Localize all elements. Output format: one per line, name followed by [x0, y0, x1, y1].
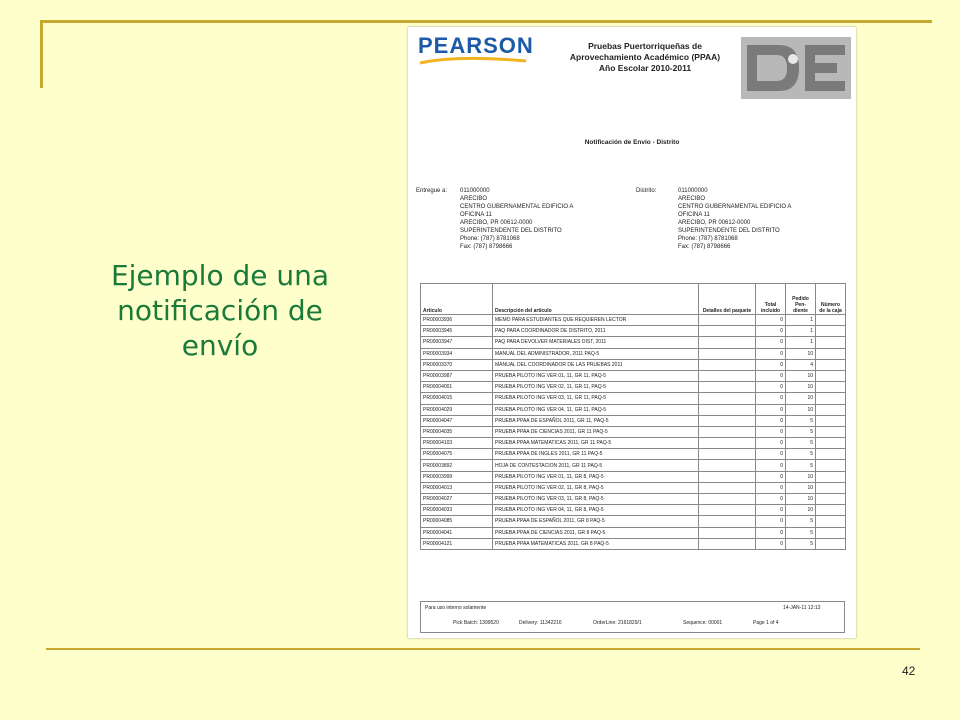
item-description-cell: PAQ PARA COORDINADOR DE DISTRITO, 2011 — [493, 326, 699, 337]
item-code-cell: PR00004033 — [421, 505, 493, 516]
package-details-cell — [699, 382, 756, 393]
box-number-cell — [816, 393, 846, 404]
table-row — [421, 315, 846, 326]
table-row — [421, 438, 846, 449]
item-description-cell: PRUEBA PILOTO ING VER 03, 11, GR 11, PAQ-5 — [493, 393, 699, 404]
document-footer — [420, 601, 845, 633]
address-line: Phone: (787) 8781068 — [678, 236, 738, 242]
package-details-cell — [699, 315, 756, 326]
print-date: 14-JAN-11 12:13 — [783, 605, 821, 611]
table-row — [421, 370, 846, 381]
box-number-cell — [816, 471, 846, 482]
address-line: Fax: (787) 8798666 — [460, 244, 513, 250]
item-description-cell: MEMO PARA ESTUDIANTES QUE REQUIEREN LECTOR — [493, 315, 699, 326]
total-included-cell: 0 — [756, 359, 786, 370]
package-details-cell — [699, 460, 756, 471]
address-line: 011000000 — [678, 188, 708, 194]
pick-batch: Pick Batch: 1399520 — [453, 620, 499, 626]
item-description-cell: PRUEBA PILOTO ING VER 04, 11, GR 8, PAQ-5 — [493, 505, 699, 516]
pending-order-cell: 10 — [786, 393, 816, 404]
box-number-cell — [816, 404, 846, 415]
address-line: Fax: (787) 8798666 — [678, 244, 731, 250]
heading-line: Año Escolar 2010-2011 — [598, 63, 692, 73]
item-description-cell: PRUEBA PPAA DE CIENCIAS 2011, GR 11 PAQ-5 — [493, 426, 699, 437]
box-number-cell — [816, 527, 846, 538]
column-header: Artículo — [421, 284, 493, 315]
items-table-body — [421, 315, 846, 550]
total-included-cell: 0 — [756, 516, 786, 527]
ship-to-label: Entregue a: — [416, 188, 448, 194]
total-included-cell: 0 — [756, 315, 786, 326]
item-code-cell: PR00003947 — [421, 337, 493, 348]
item-description-cell: PRUEBA PILOTO ING VER 03, 11, GR 8, PAQ-5 — [493, 494, 699, 505]
total-included-cell: 0 — [756, 393, 786, 404]
page-indicator: Page 1 of 4 — [753, 620, 779, 626]
item-description-cell: MANUAL DEL ADMINISTRADOR, 2011 PAQ-5 — [493, 348, 699, 359]
address-line: SUPERINTENDENTE DEL DISTRITO — [678, 228, 780, 234]
pending-order-cell: 10 — [786, 404, 816, 415]
total-included-cell: 0 — [756, 438, 786, 449]
package-details-cell — [699, 538, 756, 549]
pending-order-cell: 5 — [786, 516, 816, 527]
shipping-notice-document — [408, 27, 856, 638]
package-details-cell — [699, 348, 756, 359]
total-included-cell: 0 — [756, 505, 786, 516]
table-row — [421, 382, 846, 393]
pending-order-cell: 10 — [786, 494, 816, 505]
total-included-cell: 0 — [756, 494, 786, 505]
item-code-cell: PR00004047 — [421, 415, 493, 426]
table-row — [421, 404, 846, 415]
total-included-cell: 0 — [756, 326, 786, 337]
pending-order-cell: 10 — [786, 471, 816, 482]
package-details-cell — [699, 359, 756, 370]
table-row — [421, 348, 846, 359]
item-code-cell: PR00004041 — [421, 527, 493, 538]
box-number-cell — [816, 505, 846, 516]
slide-title-line: Ejemplo de una — [110, 259, 330, 292]
total-included-cell: 0 — [756, 460, 786, 471]
total-included-cell: 0 — [756, 538, 786, 549]
box-number-cell — [816, 538, 846, 549]
heading-line: Pruebas Puertorriqueñas de — [588, 41, 702, 51]
table-row — [421, 415, 846, 426]
item-code-cell: PR00003999 — [421, 471, 493, 482]
item-description-cell: PRUEBA PPAA DE ESPAÑOL 2011, GR 11, PAQ-5 — [493, 415, 699, 426]
table-row — [421, 359, 846, 370]
item-code-cell: PR00003892 — [421, 460, 493, 471]
item-code-cell: PR00003934 — [421, 348, 493, 359]
total-included-cell: 0 — [756, 527, 786, 538]
box-number-cell — [816, 337, 846, 348]
item-description-cell: PRUEBA PPAA DE ESPAÑOL 2011, GR 8 PAQ-5 — [493, 516, 699, 527]
total-included-cell: 0 — [756, 404, 786, 415]
item-code-cell: PR00004035 — [421, 426, 493, 437]
delivery-number: Delivery: 11342216 — [519, 620, 562, 626]
address-line: SUPERINTENDENTE DEL DISTRITO — [460, 228, 562, 234]
item-description-cell: PRUEBA PPAA MATEMATICAS 2011, GR 8 PAQ-5 — [493, 538, 699, 549]
pending-order-cell: 5 — [786, 438, 816, 449]
sequence-number: Sequence: 00001 — [683, 620, 723, 626]
heading-line: Aprovechamiento Académico (PPAA) — [569, 52, 721, 62]
package-details-cell — [699, 337, 756, 348]
total-included-cell: 0 — [756, 471, 786, 482]
box-number-cell — [816, 426, 846, 437]
box-number-cell — [816, 449, 846, 460]
package-details-cell — [699, 438, 756, 449]
box-number-cell — [816, 494, 846, 505]
document-subtitle: Notificación de Envío - Distrito — [584, 139, 680, 146]
item-description-cell: MANUAL DEL COORDINADOR DE LAS PRUEBAS 2011 — [493, 359, 699, 370]
item-description-cell: PRUEBA PILOTO ING VER 02, 11, GR 8, PAQ-5 — [493, 482, 699, 493]
item-description-cell: PRUEBA PPAA DE CIENCIAS 2011, GR 8 PAQ-5 — [493, 527, 699, 538]
address-line: ARECIBO, PR 00612-0000 — [460, 220, 533, 226]
address-line: CENTRO GUBERNAMENTAL EDIFICIO A — [678, 204, 792, 210]
slide-title-line: envío — [181, 329, 259, 362]
address-line: CENTRO GUBERNAMENTAL EDIFICIO A — [460, 204, 574, 210]
address-line: 011000000 — [460, 188, 490, 194]
pending-order-cell: 5 — [786, 415, 816, 426]
total-included-cell: 0 — [756, 449, 786, 460]
package-details-cell — [699, 393, 756, 404]
package-details-cell — [699, 471, 756, 482]
box-number-cell — [816, 415, 846, 426]
item-code-cell: PR00003987 — [421, 370, 493, 381]
page-number: 42 — [902, 664, 916, 678]
item-description-cell: HOJA DE CONTESTACION 2011, GR 11 PAQ-5 — [493, 460, 699, 471]
item-description-cell: PRUEBA PILOTO ING VER 01, 11, GR 8, PAQ-5 — [493, 471, 699, 482]
items-table — [420, 283, 846, 550]
table-row — [421, 337, 846, 348]
table-row — [421, 505, 846, 516]
package-details-cell — [699, 505, 756, 516]
total-included-cell: 0 — [756, 426, 786, 437]
item-code-cell: PR00004027 — [421, 494, 493, 505]
bottom-rule — [46, 648, 920, 650]
pending-order-cell: 1 — [786, 337, 816, 348]
item-description-cell: PRUEBA PILOTO ING VER 01, 11, GR 11, PAQ-5 — [493, 370, 699, 381]
district-label: Distrito: — [636, 188, 657, 194]
pending-order-cell: 10 — [786, 505, 816, 516]
top-rule — [40, 20, 932, 23]
item-description-cell: PAQ PARA DEVOLVER MATERIALES DIST, 2011 — [493, 337, 699, 348]
package-details-cell — [699, 415, 756, 426]
pending-order-cell: 10 — [786, 382, 816, 393]
item-code-cell: PR00004015 — [421, 393, 493, 404]
total-included-cell: 0 — [756, 370, 786, 381]
pearson-logo-text: PEARSON — [418, 33, 534, 58]
box-number-cell — [816, 348, 846, 359]
column-header: Pedido Pen-diente — [786, 284, 816, 315]
package-details-cell — [699, 326, 756, 337]
slide-title — [60, 258, 380, 363]
address-line: Phone: (787) 8781068 — [460, 236, 520, 242]
order-line: OrderLine: 2161829/1 — [593, 620, 642, 626]
pending-order-cell: 1 — [786, 315, 816, 326]
item-description-cell: PRUEBA PPAA MATEMATICAS 2011, GR 11 PAQ-5 — [493, 438, 699, 449]
address-line: OFICINA 11 — [460, 212, 492, 218]
pending-order-cell: 10 — [786, 482, 816, 493]
box-number-cell — [816, 460, 846, 471]
slide-title-line: notificación de — [117, 294, 323, 327]
address-line: OFICINA 11 — [678, 212, 710, 218]
document-heading — [540, 41, 750, 74]
pending-order-cell: 1 — [786, 326, 816, 337]
table-row — [421, 326, 846, 337]
item-code-cell: PR00004029 — [421, 404, 493, 415]
table-row — [421, 449, 846, 460]
table-header-row — [421, 284, 846, 315]
total-included-cell: 0 — [756, 382, 786, 393]
package-details-cell — [699, 449, 756, 460]
item-description-cell: PRUEBA PPAA DE INGLES 2011, GR 11 PAQ-5 — [493, 449, 699, 460]
table-row — [421, 538, 846, 549]
item-code-cell: PR00003370 — [421, 359, 493, 370]
item-code-cell: PR00004103 — [421, 438, 493, 449]
package-details-cell — [699, 527, 756, 538]
box-number-cell — [816, 516, 846, 527]
department-logo-icon — [741, 37, 851, 99]
total-included-cell: 0 — [756, 482, 786, 493]
box-number-cell — [816, 370, 846, 381]
table-row — [421, 393, 846, 404]
pending-order-cell: 10 — [786, 370, 816, 381]
item-code-cell: PR00004121 — [421, 538, 493, 549]
column-header: Detalles del paquete — [699, 284, 756, 315]
pending-order-cell: 5 — [786, 449, 816, 460]
table-row — [421, 527, 846, 538]
left-rule — [40, 20, 43, 88]
pearson-logo — [418, 33, 534, 69]
item-description-cell: PRUEBA PILOTO ING VER 02, 11, GR 11, PAQ-5 — [493, 382, 699, 393]
package-details-cell — [699, 404, 756, 415]
box-number-cell — [816, 382, 846, 393]
column-header: Número de la caja — [816, 284, 846, 315]
box-number-cell — [816, 359, 846, 370]
total-included-cell: 0 — [756, 415, 786, 426]
address-line: ARECIBO, PR 00612-0000 — [678, 220, 751, 226]
pending-order-cell: 5 — [786, 538, 816, 549]
item-code-cell: PR00004085 — [421, 516, 493, 527]
box-number-cell — [816, 438, 846, 449]
table-row — [421, 471, 846, 482]
box-number-cell — [816, 326, 846, 337]
package-details-cell — [699, 494, 756, 505]
table-row — [421, 460, 846, 471]
package-details-cell — [699, 482, 756, 493]
item-code-cell: PR00003945 — [421, 326, 493, 337]
table-row — [421, 426, 846, 437]
item-description-cell: PRUEBA PILOTO ING VER 04, 11, GR 11, PAQ-5 — [493, 404, 699, 415]
total-included-cell: 0 — [756, 348, 786, 359]
table-row — [421, 516, 846, 527]
pending-order-cell: 10 — [786, 348, 816, 359]
package-details-cell — [699, 426, 756, 437]
package-details-cell — [699, 370, 756, 381]
item-code-cell: PR00004075 — [421, 449, 493, 460]
pending-order-cell: 5 — [786, 527, 816, 538]
address-line: ARECIBO — [678, 196, 706, 202]
table-row — [421, 494, 846, 505]
address-line: ARECIBO — [460, 196, 488, 202]
internal-use-note: Para uso interno solamente — [425, 605, 487, 611]
column-header: Total incluido — [756, 284, 786, 315]
total-included-cell: 0 — [756, 337, 786, 348]
column-header: Descripción del artículo — [493, 284, 699, 315]
pending-order-cell: 4 — [786, 359, 816, 370]
pending-order-cell: 5 — [786, 426, 816, 437]
table-row — [421, 482, 846, 493]
pending-order-cell: 5 — [786, 460, 816, 471]
item-code-cell: PR00004013 — [421, 482, 493, 493]
package-details-cell — [699, 516, 756, 527]
item-code-cell: PR00003936 — [421, 315, 493, 326]
box-number-cell — [816, 315, 846, 326]
box-number-cell — [816, 482, 846, 493]
item-code-cell: PR00004001 — [421, 382, 493, 393]
